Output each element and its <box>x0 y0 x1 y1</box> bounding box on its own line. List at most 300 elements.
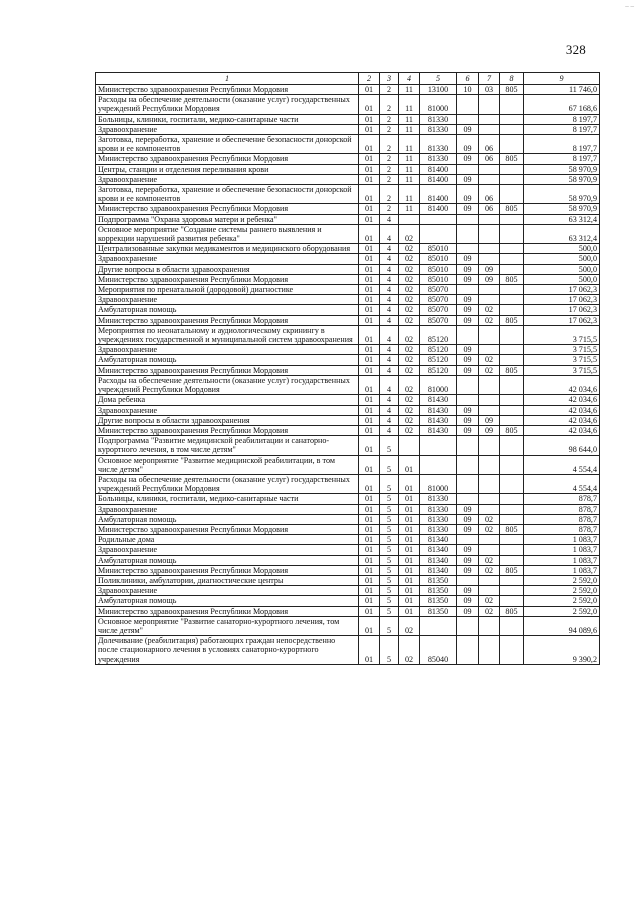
cell-subsection-code: 02 <box>479 514 500 524</box>
cell-section-code: 10 <box>457 85 479 95</box>
cell-ministry-code <box>500 285 524 295</box>
cell-name: Здравоохранение <box>96 295 359 305</box>
cell-ministry-code: 805 <box>500 85 524 95</box>
cell-subprogram-code: 5 <box>380 524 399 534</box>
cell-event-code: 11 <box>399 114 420 124</box>
cell-amount: 2 592,0 <box>524 596 600 606</box>
cell-subprogram-code: 2 <box>380 204 399 214</box>
cell-ministry-code <box>500 586 524 596</box>
cell-subprogram-code: 5 <box>380 535 399 545</box>
cell-direction-code: 81430 <box>420 425 457 435</box>
cell-event-code: 01 <box>399 565 420 575</box>
cell-subsection-code <box>479 535 500 545</box>
table-row <box>96 504 600 514</box>
cell-amount: 8 197,7 <box>524 114 600 124</box>
cell-subprogram-code: 5 <box>380 514 399 524</box>
cell-program-code: 01 <box>359 405 380 415</box>
cell-section-code: 09 <box>457 305 479 315</box>
cell-subsection-code <box>479 295 500 305</box>
table-row <box>96 474 600 493</box>
cell-event-code: 01 <box>399 474 420 493</box>
cell-program-code: 01 <box>359 545 380 555</box>
cell-program-code: 01 <box>359 425 380 435</box>
cell-subprogram-code: 4 <box>380 285 399 295</box>
cell-ministry-code: 805 <box>500 274 524 284</box>
page-number: 328 <box>565 42 586 57</box>
cell-direction-code: 81400 <box>420 185 457 204</box>
cell-amount: 4 554,4 <box>524 474 600 493</box>
cell-subprogram-code: 5 <box>380 616 399 635</box>
cell-ministry-code <box>500 636 524 665</box>
cell-section-code: 09 <box>457 185 479 204</box>
table-row <box>96 164 600 174</box>
cell-direction-code: 85010 <box>420 254 457 264</box>
cell-event-code: 11 <box>399 185 420 204</box>
cell-program-code: 01 <box>359 365 380 375</box>
cell-name: Родильные дома <box>96 535 359 545</box>
cell-subsection-code <box>479 494 500 504</box>
table-row <box>96 264 600 274</box>
cell-event-code: 02 <box>399 285 420 295</box>
cell-event-code: 01 <box>399 504 420 514</box>
cell-amount: 4 554,4 <box>524 455 600 474</box>
cell-subprogram-code: 5 <box>380 474 399 493</box>
table-row <box>96 325 600 344</box>
cell-section-code <box>457 95 479 114</box>
cell-program-code: 01 <box>359 636 380 665</box>
table-row <box>96 455 600 474</box>
cell-ministry-code: 805 <box>500 315 524 325</box>
cell-subprogram-code: 4 <box>380 264 399 274</box>
cell-ministry-code <box>500 305 524 315</box>
cell-direction-code: 85040 <box>420 636 457 665</box>
table-row <box>96 636 600 665</box>
cell-section-code <box>457 575 479 585</box>
cell-event-code: 01 <box>399 514 420 524</box>
header-row <box>96 73 600 85</box>
cell-direction-code: 81430 <box>420 395 457 405</box>
cell-subsection-code <box>479 214 500 224</box>
cell-direction-code: 81000 <box>420 95 457 114</box>
column-header: 3 <box>380 73 399 85</box>
cell-name: Подпрограмма "Охрана здоровья матери и ребенка" <box>96 214 359 224</box>
cell-program-code: 01 <box>359 154 380 164</box>
cell-name: Здравоохранение <box>96 405 359 415</box>
cell-event-code: 02 <box>399 355 420 365</box>
cell-direction-code <box>420 455 457 474</box>
cell-ministry-code: 805 <box>500 524 524 534</box>
cell-section-code: 09 <box>457 295 479 305</box>
cell-event-code: 11 <box>399 174 420 184</box>
table-row <box>96 185 600 204</box>
cell-event-code: 01 <box>399 555 420 565</box>
cell-subprogram-code: 2 <box>380 85 399 95</box>
table-row <box>96 95 600 114</box>
cell-section-code: 09 <box>457 274 479 284</box>
cell-name: Основное мероприятие "Развитие медицинской реабилитации, в том числе детям" <box>96 455 359 474</box>
cell-section-code: 09 <box>457 586 479 596</box>
cell-ministry-code <box>500 494 524 504</box>
cell-program-code: 01 <box>359 204 380 214</box>
cell-name: Министерство здравоохранения Республики Мордовия <box>96 154 359 164</box>
cell-section-code <box>457 114 479 124</box>
cell-program-code: 01 <box>359 264 380 274</box>
cell-event-code: 01 <box>399 494 420 504</box>
cell-ministry-code <box>500 224 524 243</box>
cell-subprogram-code: 5 <box>380 545 399 555</box>
cell-event-code: 02 <box>399 254 420 264</box>
cell-amount: 2 592,0 <box>524 606 600 616</box>
table-row <box>96 405 600 415</box>
cell-program-code: 01 <box>359 355 380 365</box>
column-header: 1 <box>96 73 359 85</box>
cell-event-code: 02 <box>399 264 420 274</box>
cell-section-code: 09 <box>457 545 479 555</box>
cell-program-code: 01 <box>359 565 380 575</box>
cell-ministry-code <box>500 555 524 565</box>
cell-subsection-code <box>479 95 500 114</box>
cell-ministry-code <box>500 214 524 224</box>
cell-subsection-code: 02 <box>479 606 500 616</box>
cell-ministry-code <box>500 616 524 635</box>
cell-event-code: 01 <box>399 455 420 474</box>
cell-ministry-code <box>500 545 524 555</box>
cell-subsection-code <box>479 586 500 596</box>
cell-subprogram-code: 4 <box>380 254 399 264</box>
cell-amount: 1 083,7 <box>524 565 600 575</box>
table-row <box>96 616 600 635</box>
cell-program-code: 01 <box>359 555 380 565</box>
cell-direction-code <box>420 224 457 243</box>
cell-event-code: 01 <box>399 524 420 534</box>
cell-subprogram-code: 4 <box>380 315 399 325</box>
cell-direction-code: 81400 <box>420 174 457 184</box>
cell-amount: 878,7 <box>524 524 600 534</box>
cell-name: Министерство здравоохранения Республики Мордовия <box>96 565 359 575</box>
cell-name: Здравоохранение <box>96 124 359 134</box>
table-row <box>96 214 600 224</box>
cell-amount: 42 034,6 <box>524 405 600 415</box>
cell-amount: 2 592,0 <box>524 586 600 596</box>
cell-direction-code: 81340 <box>420 565 457 575</box>
cell-event-code: 02 <box>399 395 420 405</box>
table-row <box>96 315 600 325</box>
column-header: 6 <box>457 73 479 85</box>
cell-program-code: 01 <box>359 524 380 534</box>
cell-direction-code: 81350 <box>420 596 457 606</box>
cell-program-code: 01 <box>359 535 380 545</box>
cell-ministry-code <box>500 535 524 545</box>
cell-section-code: 09 <box>457 124 479 134</box>
cell-name: Министерство здравоохранения Республики Мордовия <box>96 85 359 95</box>
cell-section-code: 09 <box>457 565 479 575</box>
cell-amount: 2 592,0 <box>524 575 600 585</box>
cell-event-code: 02 <box>399 415 420 425</box>
cell-ministry-code <box>500 164 524 174</box>
table-row <box>96 355 600 365</box>
cell-direction-code: 85120 <box>420 345 457 355</box>
cell-ministry-code: 805 <box>500 365 524 375</box>
table-row <box>96 274 600 284</box>
cell-direction-code: 81430 <box>420 405 457 415</box>
cell-program-code: 01 <box>359 274 380 284</box>
table-row <box>96 565 600 575</box>
cell-subsection-code: 02 <box>479 524 500 534</box>
cell-program-code: 01 <box>359 395 380 405</box>
cell-name: Больницы, клиники, госпитали, медико-санитарные части <box>96 494 359 504</box>
table-row <box>96 124 600 134</box>
cell-direction-code: 81000 <box>420 375 457 394</box>
table-row <box>96 204 600 214</box>
cell-subprogram-code: 2 <box>380 95 399 114</box>
cell-event-code: 11 <box>399 85 420 95</box>
cell-name: Мероприятия по пренатальной (дородовой) диагностике <box>96 285 359 295</box>
cell-ministry-code <box>500 415 524 425</box>
cell-direction-code: 85070 <box>420 305 457 315</box>
cell-amount: 17 062,3 <box>524 285 600 295</box>
cell-ministry-code <box>500 436 524 455</box>
cell-program-code: 01 <box>359 305 380 315</box>
table-row <box>96 395 600 405</box>
cell-amount: 1 083,7 <box>524 535 600 545</box>
cell-program-code: 01 <box>359 185 380 204</box>
cell-program-code: 01 <box>359 345 380 355</box>
cell-subprogram-code: 5 <box>380 596 399 606</box>
cell-subprogram-code: 4 <box>380 355 399 365</box>
cell-program-code: 01 <box>359 596 380 606</box>
cell-amount: 8 197,7 <box>524 124 600 134</box>
column-header: 8 <box>500 73 524 85</box>
cell-direction-code: 81350 <box>420 606 457 616</box>
cell-program-code: 01 <box>359 375 380 394</box>
cell-subprogram-code: 4 <box>380 274 399 284</box>
cell-subsection-code <box>479 436 500 455</box>
cell-name: Министерство здравоохранения Республики Мордовия <box>96 204 359 214</box>
cell-event-code: 01 <box>399 545 420 555</box>
cell-subsection-code <box>479 244 500 254</box>
cell-program-code: 01 <box>359 224 380 243</box>
cell-subprogram-code: 2 <box>380 124 399 134</box>
cell-ministry-code <box>500 395 524 405</box>
cell-section-code <box>457 636 479 665</box>
cell-subprogram-code: 5 <box>380 586 399 596</box>
cell-subsection-code: 09 <box>479 264 500 274</box>
cell-name: Заготовка, переработка, хранение и обеспечение безопасности донорской крови и ее компонентов <box>96 185 359 204</box>
cell-subprogram-code: 5 <box>380 436 399 455</box>
cell-program-code: 01 <box>359 254 380 264</box>
cell-direction-code <box>420 214 457 224</box>
cell-program-code: 01 <box>359 85 380 95</box>
cell-ministry-code <box>500 124 524 134</box>
cell-section-code: 09 <box>457 555 479 565</box>
cell-direction-code: 81330 <box>420 514 457 524</box>
table-row <box>96 514 600 524</box>
cell-direction-code: 81340 <box>420 535 457 545</box>
cell-name: Министерство здравоохранения Республики Мордовия <box>96 524 359 534</box>
cell-section-code <box>457 244 479 254</box>
cell-subsection-code <box>479 474 500 493</box>
cell-ministry-code <box>500 264 524 274</box>
cell-name: Заготовка, переработка, хранение и обеспечение безопасности донорской крови и ее компонентов <box>96 135 359 154</box>
cell-subsection-code: 02 <box>479 565 500 575</box>
cell-ministry-code <box>500 405 524 415</box>
cell-subsection-code <box>479 285 500 295</box>
cell-program-code: 01 <box>359 295 380 305</box>
cell-section-code <box>457 224 479 243</box>
cell-direction-code: 81340 <box>420 545 457 555</box>
cell-event-code: 01 <box>399 606 420 616</box>
cell-amount: 500,0 <box>524 264 600 274</box>
cell-name: Амбулаторная помощь <box>96 355 359 365</box>
cell-name: Министерство здравоохранения Республики Мордовия <box>96 365 359 375</box>
cell-event-code: 02 <box>399 375 420 394</box>
cell-ministry-code <box>500 325 524 344</box>
cell-direction-code: 81400 <box>420 204 457 214</box>
table-row <box>96 254 600 264</box>
table-row <box>96 224 600 243</box>
cell-name: Другие вопросы в области здравоохранения <box>96 264 359 274</box>
cell-amount: 42 034,6 <box>524 375 600 394</box>
cell-subsection-code: 02 <box>479 596 500 606</box>
cell-event-code: 02 <box>399 616 420 635</box>
cell-subprogram-code: 5 <box>380 555 399 565</box>
cell-subsection-code <box>479 345 500 355</box>
cell-event-code: 11 <box>399 95 420 114</box>
cell-program-code: 01 <box>359 164 380 174</box>
table-row <box>96 135 600 154</box>
cell-ministry-code <box>500 345 524 355</box>
cell-subprogram-code: 4 <box>380 224 399 243</box>
cell-direction-code: 81000 <box>420 474 457 493</box>
cell-subsection-code <box>479 254 500 264</box>
cell-amount: 42 034,6 <box>524 395 600 405</box>
cell-subprogram-code: 2 <box>380 174 399 184</box>
cell-name: Амбулаторная помощь <box>96 514 359 524</box>
cell-name: Поликлиники, амбулатории, диагностические центры <box>96 575 359 585</box>
table-row <box>96 535 600 545</box>
cell-section-code <box>457 325 479 344</box>
cell-name: Министерство здравоохранения Республики Мордовия <box>96 274 359 284</box>
cell-amount: 9 390,2 <box>524 636 600 665</box>
cell-amount: 42 034,6 <box>524 425 600 435</box>
cell-section-code: 09 <box>457 504 479 514</box>
cell-event-code: 02 <box>399 274 420 284</box>
cell-amount: 3 715,5 <box>524 365 600 375</box>
table-row <box>96 494 600 504</box>
cell-amount: 878,7 <box>524 494 600 504</box>
cell-section-code <box>457 494 479 504</box>
cell-ministry-code: 805 <box>500 154 524 164</box>
cell-section-code: 09 <box>457 514 479 524</box>
column-header: 9 <box>524 73 600 85</box>
cell-ministry-code <box>500 95 524 114</box>
cell-section-code <box>457 535 479 545</box>
cell-amount: 8 197,7 <box>524 135 600 154</box>
cell-subsection-code <box>479 616 500 635</box>
cell-section-code: 09 <box>457 365 479 375</box>
cell-subprogram-code: 2 <box>380 135 399 154</box>
cell-name: Подпрограмма "Развитие медицинской реабилитации и санаторно-курортного лечения, в том числе детям" <box>96 436 359 455</box>
cell-program-code: 01 <box>359 514 380 524</box>
cell-section-code: 09 <box>457 405 479 415</box>
cell-direction-code: 13100 <box>420 85 457 95</box>
cell-name: Другие вопросы в области здравоохранения <box>96 415 359 425</box>
cell-ministry-code <box>500 135 524 154</box>
cell-direction-code: 85070 <box>420 315 457 325</box>
cell-subsection-code: 06 <box>479 135 500 154</box>
cell-event-code: 01 <box>399 535 420 545</box>
cell-program-code: 01 <box>359 436 380 455</box>
cell-amount: 500,0 <box>524 254 600 264</box>
cell-event-code: 02 <box>399 315 420 325</box>
cell-subsection-code: 06 <box>479 185 500 204</box>
cell-ministry-code: 805 <box>500 565 524 575</box>
table-row <box>96 575 600 585</box>
cell-program-code: 01 <box>359 586 380 596</box>
cell-name: Расходы на обеспечение деятельности (оказание услуг) государственных учреждений Республики Мордовия <box>96 375 359 394</box>
cell-subsection-code <box>479 575 500 585</box>
cell-subsection-code: 09 <box>479 425 500 435</box>
cell-event-code: 02 <box>399 244 420 254</box>
table-row <box>96 244 600 254</box>
cell-subsection-code <box>479 325 500 344</box>
cell-program-code: 01 <box>359 616 380 635</box>
table-row <box>96 425 600 435</box>
cell-event-code: 01 <box>399 596 420 606</box>
table-row <box>96 154 600 164</box>
cell-name: Мероприятия по неонатальному и аудиологическому скринингу в учреждениях государственной и муниципальной систем здравоохранения <box>96 325 359 344</box>
cell-event-code: 02 <box>399 405 420 415</box>
cell-ministry-code <box>500 355 524 365</box>
cell-subprogram-code: 4 <box>380 325 399 344</box>
cell-section-code <box>457 474 479 493</box>
cell-subprogram-code: 2 <box>380 185 399 204</box>
cell-subsection-code <box>479 164 500 174</box>
cell-event-code <box>399 436 420 455</box>
table-row <box>96 555 600 565</box>
cell-subprogram-code: 4 <box>380 214 399 224</box>
cell-subprogram-code: 5 <box>380 455 399 474</box>
cell-amount: 1 083,7 <box>524 555 600 565</box>
cell-event-code: 02 <box>399 365 420 375</box>
cell-ministry-code <box>500 295 524 305</box>
cell-event-code: 02 <box>399 305 420 315</box>
cell-direction-code: 81330 <box>420 504 457 514</box>
cell-section-code: 09 <box>457 355 479 365</box>
cell-subprogram-code: 4 <box>380 295 399 305</box>
cell-event-code: 11 <box>399 154 420 164</box>
cell-section-code: 09 <box>457 174 479 184</box>
cell-name: Долечивание (реабилитация) работающих граждан непосредственно после стационарного лечения в условиях санаторно-курортного учреждения <box>96 636 359 665</box>
table-row <box>96 524 600 534</box>
cell-name: Больницы, клиники, госпитали, медико-санитарные части <box>96 114 359 124</box>
cell-event-code: 11 <box>399 124 420 134</box>
cell-section-code <box>457 375 479 394</box>
table-row <box>96 305 600 315</box>
cell-amount: 98 644,0 <box>524 436 600 455</box>
cell-section-code <box>457 436 479 455</box>
cell-subprogram-code: 4 <box>380 244 399 254</box>
cell-event-code: 11 <box>399 135 420 154</box>
cell-program-code: 01 <box>359 174 380 184</box>
cell-direction-code: 85120 <box>420 325 457 344</box>
cell-amount: 17 062,3 <box>524 305 600 315</box>
cell-direction-code <box>420 436 457 455</box>
cell-section-code: 09 <box>457 415 479 425</box>
cell-subsection-code: 09 <box>479 274 500 284</box>
cell-subprogram-code: 4 <box>380 425 399 435</box>
cell-ministry-code <box>500 504 524 514</box>
